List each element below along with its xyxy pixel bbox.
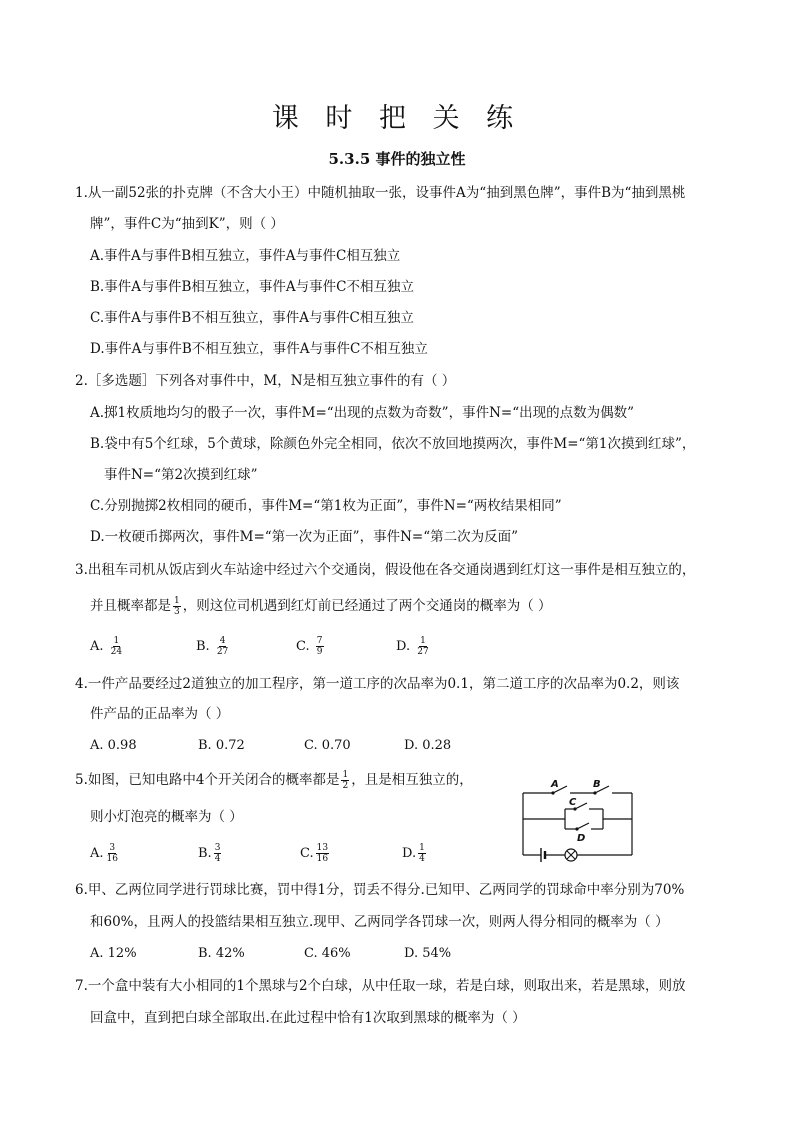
circuit-diagram xyxy=(515,775,640,865)
fraction-denominator: 27 xyxy=(417,647,429,657)
fraction-denominator: 9 xyxy=(316,647,323,657)
switch-a-label: A xyxy=(551,779,559,790)
q4-option-d: D. 0.28 xyxy=(404,738,452,753)
switch-c-label: C xyxy=(569,797,577,808)
q5-stem-text-pre: 5.如图，已知电路中4个开关闭合的概率都是 xyxy=(75,772,340,788)
q6-stem-line2: 和60%，且两人的投篮结果相互独立.现甲、乙两同学各罚球一次，则两人得分相同的概率为（ ） xyxy=(90,914,669,930)
q1-stem-line2: 牌”，事件C为“抽到K”，则（ ） xyxy=(90,216,284,232)
q6-option-a: A. 12% xyxy=(90,946,137,961)
q1-stem-line1: 1.从一副52张的扑克牌（不含大小王）中随机抽取一张，设事件A为“抽到黑色牌”，事件B为“抽到黑桃 xyxy=(75,185,686,201)
q3-stem-text-post: ，则这位司机遇到红灯前已经通过了两个交通岗的概率为（ ） xyxy=(182,598,552,614)
fraction-denominator: 27 xyxy=(216,647,229,657)
switch-d xyxy=(577,823,589,829)
q1-option-b: B.事件A与事件B相互独立，事件A与事件C不相互独立 xyxy=(90,279,414,295)
q3-option-c xyxy=(296,636,326,657)
option-label: C. xyxy=(296,639,310,654)
switch-c xyxy=(575,803,587,809)
q5-stem-line1 xyxy=(75,770,473,791)
q2-option-c: C.分别抛掷2枚相同的硬币，事件M=“第1枚为正面”，事件N=“两枚结果相同” xyxy=(90,498,562,514)
option-label: A. xyxy=(90,639,104,654)
q2-stem: 2.［多选题］下列各对事件中，M，N是相互独立事件的有（ ） xyxy=(75,373,456,389)
fraction-denominator: 2 xyxy=(342,781,349,791)
fraction-denominator: 16 xyxy=(316,854,329,864)
q2-option-d: D.一枚硬币掷两次，事件M=“第一次为正面”，事件N=“第二次为反面” xyxy=(90,529,518,545)
option-fraction xyxy=(416,636,429,657)
q4-option-b: B. 0.72 xyxy=(198,738,245,753)
fraction-numerator: 4 xyxy=(219,636,226,646)
page-title: 课 时 把 关 练 xyxy=(271,103,523,134)
q7-stem-line2: 回盒中，直到把白球全部取出.在此过程中恰有1次取到黑球的概率为（ ） xyxy=(90,1010,526,1026)
q2-option-b-line2: 事件N=“第2次摸到红球” xyxy=(104,467,258,483)
q1-option-d: D.事件A与事件B不相互独立，事件A与事件C不相互独立 xyxy=(90,341,428,357)
option-fraction xyxy=(110,636,123,657)
q5-option-d xyxy=(402,843,428,864)
q6-option-b: B. 42% xyxy=(198,946,245,961)
q5-stem-line2: 则小灯泡亮的概率为（ ） xyxy=(90,809,243,825)
switch-a-pivot xyxy=(551,791,554,794)
q6-stem-line1: 6.甲、乙两位同学进行罚球比赛，罚中得1分，罚丢不得分.已知甲、乙两同学的罚球命中率分别为70% xyxy=(75,882,685,898)
q2-option-b-line1: B.袋中有5个红球，5个黄球，除颜色外完全相同，依次不放回地摸两次，事件M=“第1次摸到红球”， xyxy=(90,436,696,452)
option-fraction xyxy=(316,636,324,657)
fraction-denominator: 24 xyxy=(110,647,123,657)
fraction-numerator: 13 xyxy=(316,843,329,853)
q5-stem-fraction xyxy=(341,770,349,791)
fraction-denominator: 4 xyxy=(214,854,221,864)
q3-stem-line1: 3.出租车司机从饭店到火车站途中经过六个交通岗，假设他在各交通岗遇到红灯这一事件是相互独立的， xyxy=(75,562,696,578)
fraction-numerator: 1 xyxy=(342,770,349,780)
switch-b-pivot xyxy=(593,791,596,794)
option-label: D. xyxy=(402,846,417,861)
option-label: C. xyxy=(300,846,314,861)
q3-stem-fraction xyxy=(173,596,181,617)
option-fraction xyxy=(106,843,119,864)
switch-d-label: D xyxy=(577,833,586,844)
fraction-numerator: 3 xyxy=(214,843,221,853)
q5-option-b xyxy=(198,843,223,864)
option-label: A. xyxy=(90,846,104,861)
q5-stem-text-post: ，且是相互独立的， xyxy=(351,772,473,788)
q6-option-c: C. 46% xyxy=(304,946,351,961)
q5-option-c xyxy=(300,843,331,864)
option-fraction xyxy=(316,843,329,864)
q7-stem-line1: 7.一个盒中装有大小相同的1个黑球与2个白球，从中任取一球，若是白球，则取出来，若是黑球，则放 xyxy=(75,978,686,994)
option-label: D. xyxy=(396,639,411,654)
q6-option-d: D. 54% xyxy=(404,946,452,961)
q2-option-a: A.掷1枚质地均匀的骰子一次，事件M=“出现的点数为奇数”，事件N=“出现的点数为偶数” xyxy=(90,405,634,421)
q3-stem-text-pre: 并且概率都是 xyxy=(90,598,171,614)
fraction-numerator: 1 xyxy=(420,636,426,646)
switch-d-pivot xyxy=(575,827,578,830)
q3-stem-line2 xyxy=(90,596,552,617)
fraction-denominator: 3 xyxy=(174,607,180,617)
q1-option-a: A.事件A与事件B相互独立，事件A与事件C相互独立 xyxy=(90,248,401,264)
fraction-numerator: 1 xyxy=(174,596,180,606)
fraction-numerator: 7 xyxy=(316,636,323,646)
fraction-denominator: 16 xyxy=(106,854,118,864)
fraction-denominator: 4 xyxy=(419,854,425,864)
section-subtitle: 5.3.5 事件的独立性 xyxy=(328,150,466,168)
switch-b-label: B xyxy=(593,779,601,790)
q4-option-c: C. 0.70 xyxy=(304,738,351,753)
q3-option-b xyxy=(196,636,231,657)
option-fraction xyxy=(216,636,229,657)
option-fraction xyxy=(418,843,426,864)
q4-stem-line1: 4.一件产品要经过2道独立的加工程序，第一道工序的次品率为0.1，第二道工序的次品率为0.2，则该 xyxy=(75,676,680,692)
q1-option-c: C.事件A与事件B不相互独立，事件A与事件C相互独立 xyxy=(90,310,414,326)
q5-option-a xyxy=(90,843,121,864)
fraction-numerator: 1 xyxy=(113,636,120,646)
q3-option-d xyxy=(396,636,432,657)
fraction-numerator: 3 xyxy=(109,843,116,853)
q4-stem-line2: 件产品的正品率为（ ） xyxy=(90,706,230,722)
fraction-numerator: 1 xyxy=(419,843,425,853)
option-fraction xyxy=(214,843,222,864)
q4-option-a: A. 0.98 xyxy=(90,738,137,753)
option-label: B. xyxy=(198,846,212,861)
q3-option-a xyxy=(90,636,125,657)
option-label: B. xyxy=(196,639,210,654)
